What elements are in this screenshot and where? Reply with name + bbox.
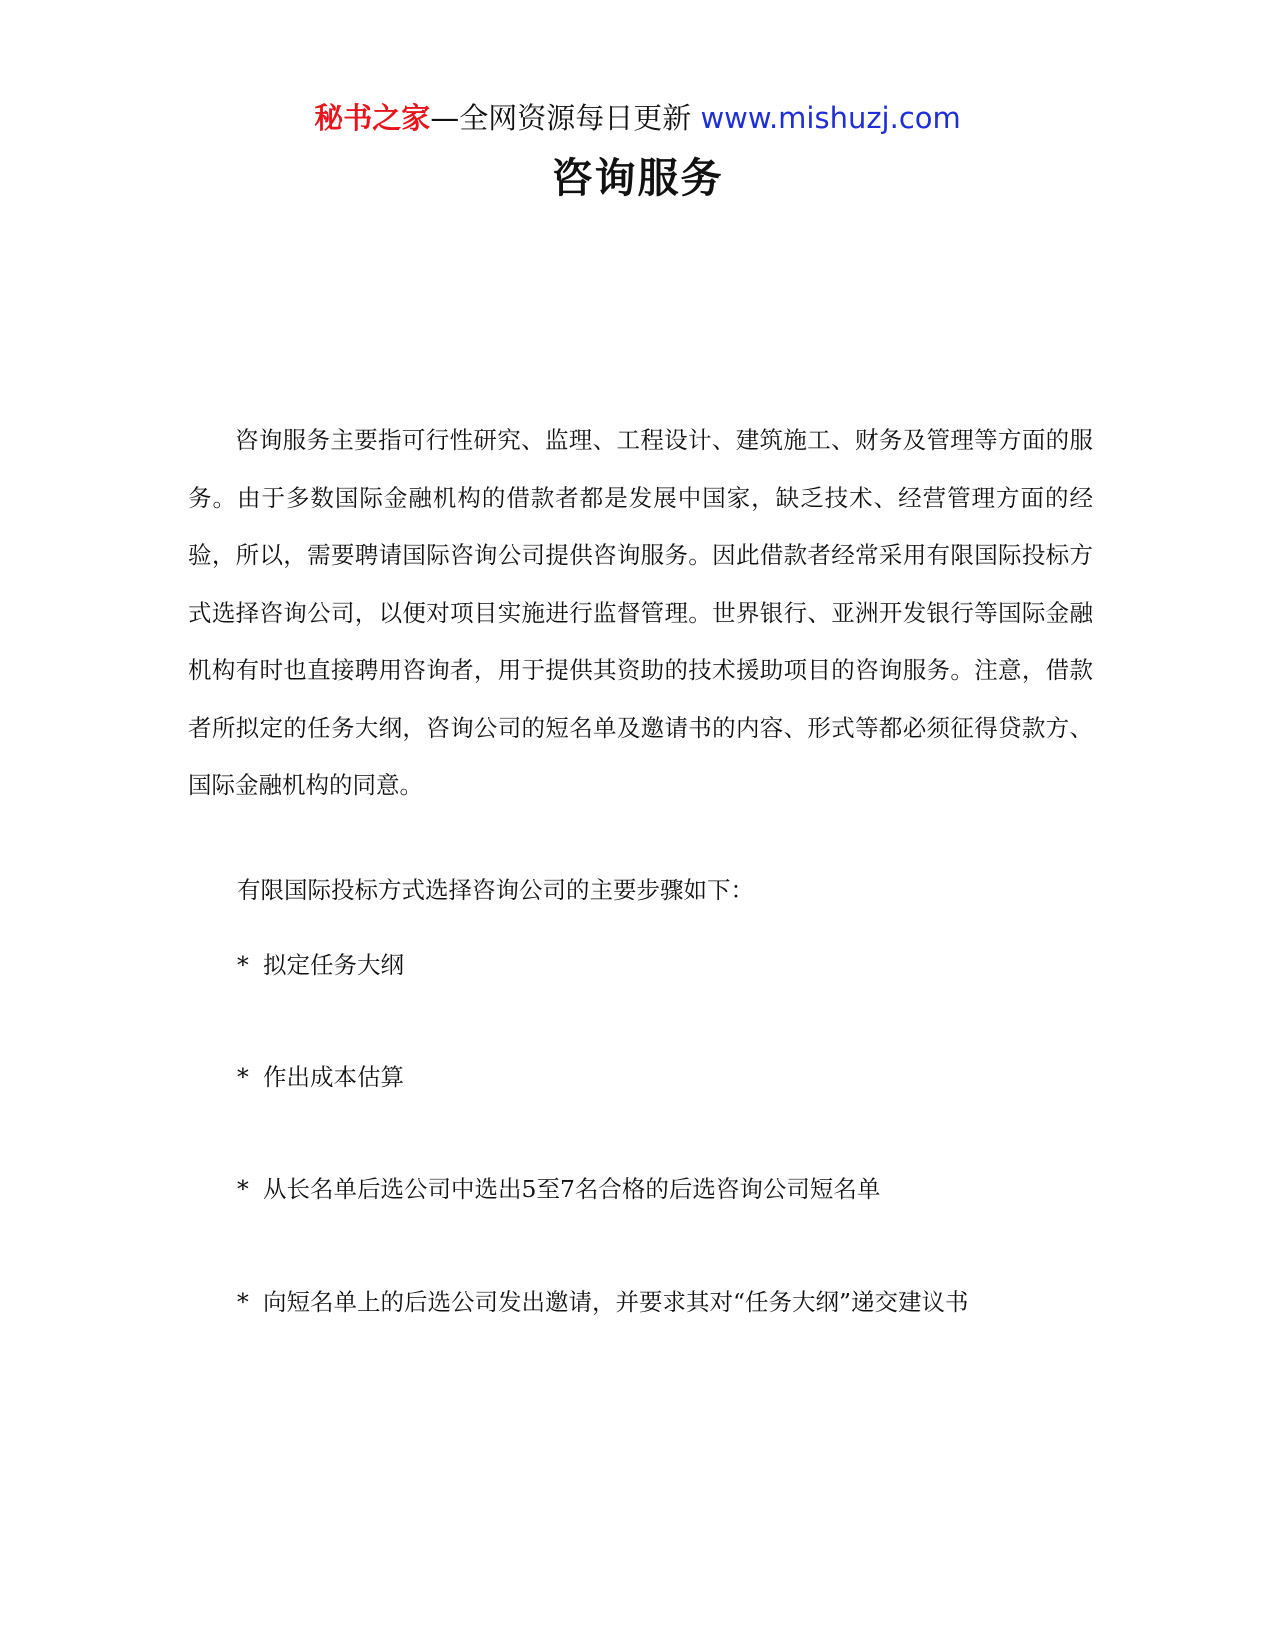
main-paragraph: 咨询服务主要指可行性研究、监理、工程设计、建筑施工、财务及管理等方面的服务。由于多数国际金融机构的借款者都是发展中国家，缺乏技术、经营管理方面的经验，所以，需要聘请国际咨询公司提供咨询服务。因此借款者经常采用有限国际投标方式选择咨询公司，以便对项目实施进行监督管理。世界银行、亚洲开发银行等国际金融机构有时也直接聘用咨询者，用于提供其资助的技术援助项目的咨询服务。注意，借款者所拟定的任务大纲，咨询公司的短名单及邀请书的内容、形式等都必须征得贷款方、国际金融机构的同意。 — [188, 426, 1093, 799]
document-title: 咨询服务 — [551, 154, 724, 202]
site-brand: 秘书之家 — [314, 101, 431, 135]
step-item — [237, 1282, 1097, 1322]
site-url-link[interactable]: www.mishuzj.com — [700, 101, 961, 135]
site-header — [0, 98, 1275, 138]
step-bullet: * — [237, 1063, 249, 1091]
step-text: 从长名单后选公司中选出5至7名合格的后选咨询公司短名单 — [263, 1175, 881, 1203]
steps-intro: 有限国际投标方式选择咨询公司的主要步骤如下： — [237, 876, 754, 904]
step-text: 向短名单上的后选公司发出邀请，并要求其对“任务大纲”递交建议书 — [263, 1288, 969, 1316]
step-bullet: * — [237, 951, 249, 979]
step-text: 作出成本估算 — [263, 1063, 404, 1091]
step-item — [237, 1057, 1097, 1097]
step-bullet: * — [237, 1288, 249, 1316]
step-item — [237, 1169, 1097, 1209]
step-bullet: * — [237, 1175, 249, 1203]
step-item — [237, 945, 1097, 985]
site-slogan: —全网资源每日更新 — [430, 101, 701, 135]
step-text: 拟定任务大纲 — [263, 951, 404, 979]
